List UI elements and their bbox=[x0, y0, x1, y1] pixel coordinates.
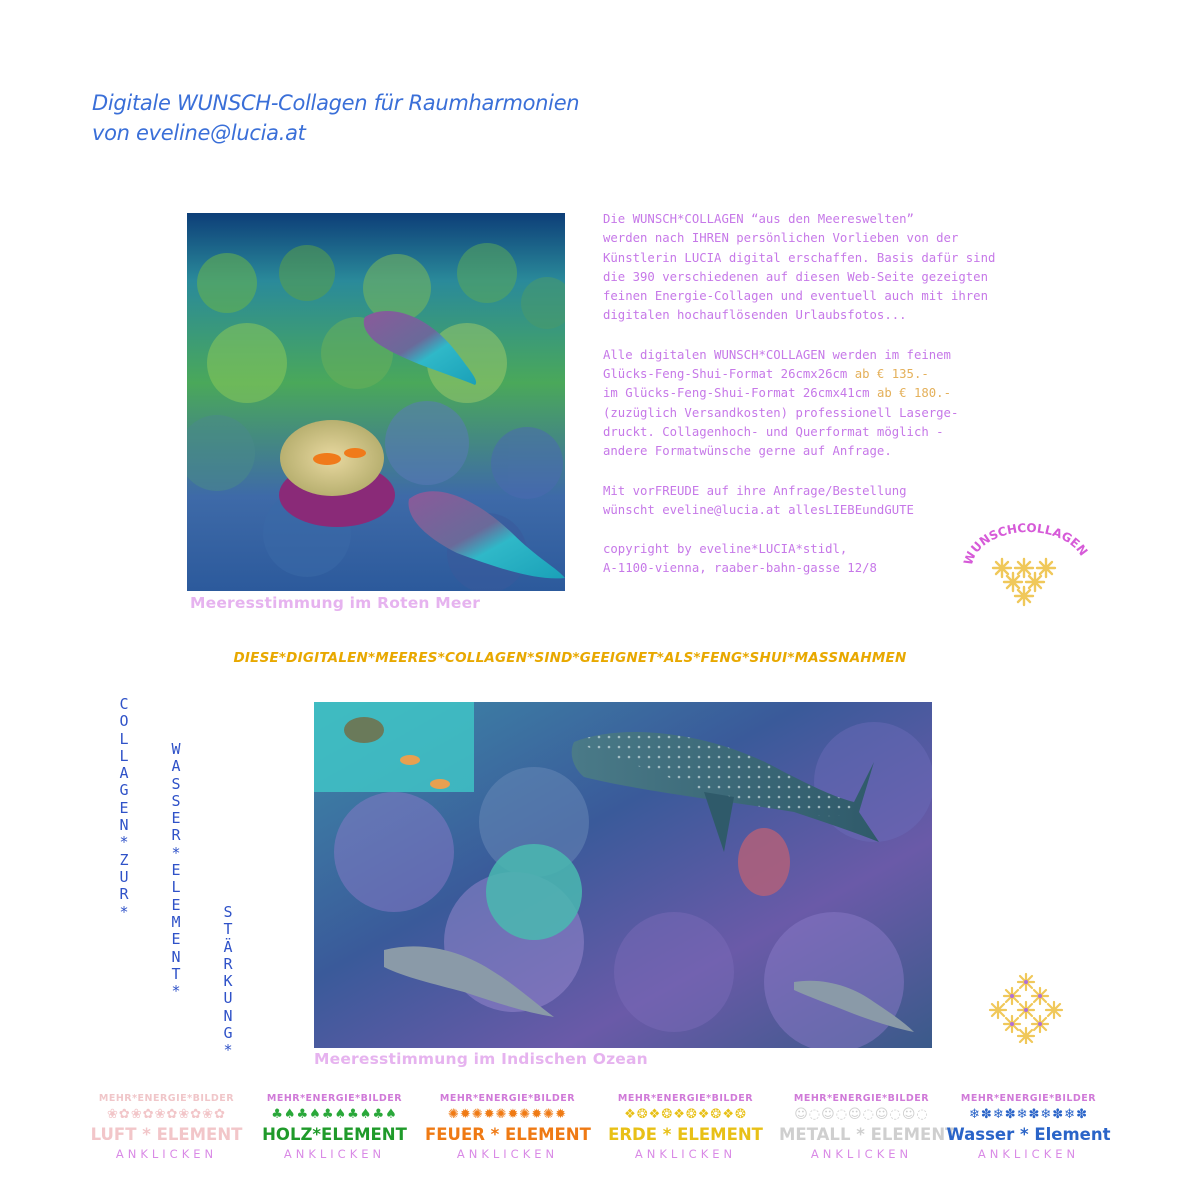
vertical-letter: R bbox=[223, 954, 233, 973]
vertical-letter: Z bbox=[119, 850, 129, 869]
erde-element-label: ERDE * ELEMENT bbox=[608, 1125, 763, 1144]
description-paragraph-3: Mit vorFREUDE auf ihre Anfrage/Bestellung wünscht eveline@lucia.at allesLIEBEundGUTE bbox=[603, 483, 914, 517]
luft-element-icons: ❀✿❀✿❀✿❀✿❀✿ bbox=[107, 1107, 226, 1122]
vertical-letter: T bbox=[171, 964, 181, 983]
red-sea-collage-image bbox=[187, 213, 565, 591]
price-26x26: ab € 135.- bbox=[854, 367, 929, 382]
vertical-letter: E bbox=[119, 798, 129, 817]
stamp-logo bbox=[962, 522, 1094, 608]
wasser-element-label: Wasser * Element bbox=[946, 1125, 1111, 1144]
vertical-letter: K bbox=[223, 972, 233, 991]
anklicken-label: ANKLICKEN bbox=[634, 1147, 737, 1161]
mehr-energie-label: MEHR*ENERGIE*BILDER bbox=[793, 1093, 930, 1104]
description-paragraph-1: Die WUNSCH*COLLAGEN “aus den Meereswelten” werden nach IHREN persönlichen Vorlieben von der Künstlerin LUCIA digital erschaffen. Basis dafür sind die 390 verschiedenen auf diesen Web-Seite gezeigten feinen Energie-Collagen und eventuell auch mit ihren digitalen hochauflösenden Urlaubsfotos... bbox=[603, 212, 996, 323]
vertical-text-collagen-zur bbox=[114, 696, 134, 921]
indian-ocean-collage-art bbox=[314, 702, 932, 1048]
vertical-letter: S bbox=[223, 903, 233, 921]
price-26x41: ab € 180.- bbox=[876, 386, 951, 401]
title-line-2: von eveline@lucia.at bbox=[92, 121, 306, 145]
vertical-letter: O bbox=[119, 712, 129, 731]
stamp-label: WUNSCHCOLLAGEN bbox=[962, 522, 1091, 567]
metall-element-label: METALL * ELEMENT bbox=[779, 1125, 957, 1144]
erde-element-icons: ❖❂❖❂❖❂❖❂❖❂ bbox=[624, 1107, 747, 1122]
vertical-letter: N bbox=[119, 816, 129, 835]
vertical-letter: T bbox=[223, 920, 233, 939]
vertical-letter: S bbox=[171, 774, 181, 793]
indian-ocean-collage-image bbox=[314, 702, 932, 1048]
wasser-element-icons: ❄✽❄✽❄✽❄✽❄✽ bbox=[969, 1107, 1088, 1122]
luft-element-label: LUFT * ELEMENT bbox=[90, 1125, 243, 1144]
vertical-letter: L bbox=[171, 878, 181, 897]
holz-element-label: HOLZ*ELEMENT bbox=[262, 1125, 407, 1144]
pricing-format-26x26: Glücks-Feng-Shui-Format 26cmx26cm bbox=[603, 367, 855, 382]
feuer-element-button[interactable] bbox=[425, 1093, 590, 1163]
vertical-letter: G bbox=[119, 781, 129, 800]
red-sea-caption: Meeresstimmung im Roten Meer bbox=[190, 594, 481, 612]
vertical-letter: U bbox=[119, 867, 129, 886]
vertical-letter: E bbox=[171, 895, 181, 914]
vertical-text-wasser-element bbox=[166, 741, 186, 1000]
mehr-energie-label: MEHR*ENERGIE*BILDER bbox=[960, 1093, 1097, 1104]
vertical-letter: E bbox=[171, 861, 181, 880]
wunschcollagen-stamp bbox=[962, 522, 1094, 608]
vertical-letter: W bbox=[171, 740, 181, 758]
anklicken-label: ANKLICKEN bbox=[456, 1147, 559, 1161]
vertical-letter: E bbox=[171, 930, 181, 949]
vertical-letter: R bbox=[171, 826, 181, 845]
metall-element-button[interactable] bbox=[779, 1093, 957, 1163]
vertical-letter: * bbox=[223, 1041, 233, 1060]
holz-element-button[interactable] bbox=[252, 1093, 417, 1163]
vertical-letter: C bbox=[119, 695, 129, 713]
mehr-energie-label: MEHR*ENERGIE*BILDER bbox=[266, 1093, 403, 1104]
vertical-letter: N bbox=[171, 947, 181, 966]
anklicken-label: ANKLICKEN bbox=[115, 1147, 218, 1161]
metall-element-icons: ☺◌☺◌☺◌☺◌☺◌ bbox=[794, 1107, 929, 1122]
vertical-letter: U bbox=[223, 989, 233, 1008]
vertical-letter: A bbox=[119, 764, 129, 783]
vertical-letter: N bbox=[223, 1006, 233, 1025]
star-cluster-art bbox=[976, 972, 1076, 1044]
mehr-energie-label: MEHR*ENERGIE*BILDER bbox=[617, 1093, 754, 1104]
mehr-energie-label: MEHR*ENERGIE*BILDER bbox=[98, 1093, 235, 1104]
vertical-letter: * bbox=[171, 982, 181, 1001]
anklicken-label: ANKLICKEN bbox=[810, 1147, 913, 1161]
vertical-letter: Ä bbox=[223, 937, 233, 956]
vertical-letter: G bbox=[223, 1024, 233, 1043]
page-title bbox=[92, 88, 579, 148]
vertical-letter: A bbox=[171, 757, 181, 776]
vertical-letter: R bbox=[119, 885, 129, 904]
pricing-line-1: Alle digitalen WUNSCH*COLLAGEN werden im feinem bbox=[603, 347, 951, 362]
vertical-letter: * bbox=[171, 843, 181, 862]
red-sea-collage-art bbox=[187, 213, 565, 591]
vertical-text-staerkung bbox=[218, 904, 238, 1060]
wasser-element-button[interactable] bbox=[946, 1093, 1111, 1163]
copyright-text: copyright by eveline*LUCIA*stidl, A-1100-vienna, raaber-bahn-gasse 12/8 bbox=[603, 542, 877, 576]
vertical-letter: M bbox=[171, 912, 181, 931]
feuer-element-label: FEUER * ELEMENT bbox=[425, 1125, 591, 1144]
anklicken-label: ANKLICKEN bbox=[283, 1147, 386, 1161]
mehr-energie-label: MEHR*ENERGIE*BILDER bbox=[439, 1093, 576, 1104]
pricing-format-26x41: im Glücks-Feng-Shui-Format 26cmx41cm bbox=[603, 386, 877, 401]
feuer-element-icons: ✺✹✺✹✺✹✺✹✺✹ bbox=[448, 1107, 567, 1122]
pricing-details: (zuzüglich Versandkosten) professionell Laserge- druckt. Collagenhoch- und Querformat möglich - andere Formatwünsche gerne auf Anfrage. bbox=[603, 405, 959, 459]
vertical-letter: * bbox=[119, 833, 129, 852]
anklicken-label: ANKLICKEN bbox=[977, 1147, 1080, 1161]
indian-ocean-caption: Meeresstimmung im Indischen Ozean bbox=[314, 1050, 648, 1068]
holz-element-icons: ♣♠♣♠♣♠♣♠♣♠ bbox=[271, 1107, 398, 1122]
description-paragraph-2 bbox=[603, 346, 1043, 462]
vertical-letter: E bbox=[171, 809, 181, 828]
vertical-letter: L bbox=[119, 729, 129, 748]
erde-element-button[interactable] bbox=[603, 1093, 768, 1163]
vertical-letter: L bbox=[119, 746, 129, 765]
feng-shui-banner: DIESE*DIGITALEN*MEERES*COLLAGEN*SIND*GEEIGNET*ALS*FENG*SHUI*MASSNAHMEN bbox=[233, 650, 907, 666]
title-line-1: Digitale WUNSCH-Collagen für Raumharmonien bbox=[92, 91, 580, 115]
vertical-letter: * bbox=[119, 902, 129, 921]
vertical-letter: S bbox=[171, 791, 181, 810]
luft-element-button[interactable] bbox=[84, 1093, 249, 1163]
star-cluster-decoration bbox=[976, 972, 1076, 1044]
